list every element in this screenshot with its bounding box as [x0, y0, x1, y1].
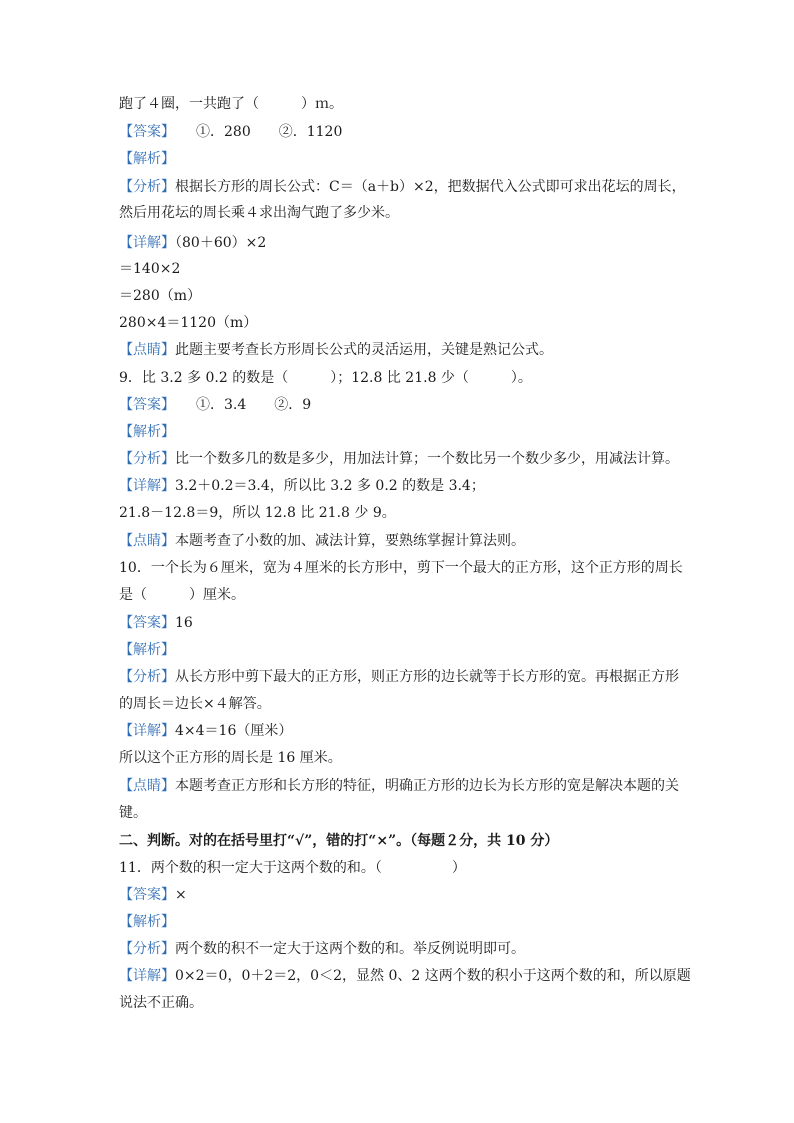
text-line [119, 476, 679, 496]
line-text: ①．3.4 ②．9 [168, 397, 312, 413]
text-line [119, 721, 679, 741]
text-line [119, 558, 683, 578]
text-line [119, 885, 679, 905]
text-line [119, 122, 679, 142]
section-tag: 【解析】 [119, 914, 175, 930]
text-line [119, 149, 679, 169]
line-text: 比一个数多几的数是多少，用加法计算；一个数比另一个数少多少，用减法计算。 [175, 451, 679, 467]
text-line [119, 395, 679, 415]
line-text: 16 [175, 615, 193, 631]
line-text: 10．一个长为６厘米，宽为４厘米的长方形中，剪下一个最大的正方形，这个正方形的周长 [119, 560, 683, 576]
section-tag: 【详解】 [119, 968, 175, 984]
line-text: 21.8－12.8＝9，所以 12.8 比 21.8 少 9。 [119, 505, 396, 521]
text-line [119, 939, 679, 959]
section-tag: 【解析】 [119, 424, 175, 440]
text-line [119, 259, 679, 279]
line-text: 二、判断。对的在括号里打“√”，错的打“×”。（每题２分，共 10 分） [119, 833, 559, 849]
line-text: 3.2＋0.2＝3.4，所以比 3.2 多 0.2 的数是 3.4； [175, 478, 485, 494]
line-text: 说法不正确。 [119, 995, 203, 1011]
line-text: 然后用花坛的周长乘４求出淘气跑了多少米。 [119, 205, 399, 221]
line-text: 的周长＝边长×４解答。 [119, 696, 271, 712]
line-text: 4×4＝16（厘米） [175, 723, 293, 739]
text-line [119, 368, 679, 388]
section-tag: 【答案】 [119, 887, 175, 903]
section-tag: 【分析】 [119, 179, 175, 195]
text-line [119, 449, 679, 469]
line-text: 此题主要考查长方形周长公式的灵活运用，关键是熟记公式。 [175, 342, 553, 358]
line-text: 9．比 3.2 多 0.2 的数是（ ）；12.8 比 21.8 少（ ）。 [119, 370, 532, 386]
line-text: 键。 [119, 805, 147, 821]
line-text: 两个数的积不一定大于这两个数的和。举反例说明即可。 [175, 941, 525, 957]
line-text: （80＋60）×2 [175, 235, 267, 251]
line-text: 根据长方形的周长公式：C＝（a＋b）×2，把数据代入公式即可求出花坛的周长， [175, 179, 686, 195]
text-line [119, 422, 679, 442]
text-line [119, 748, 679, 768]
line-text: ＝280（m） [119, 288, 201, 304]
line-text: ＝140×2 [119, 261, 181, 277]
section-tag: 【分析】 [119, 451, 175, 467]
line-text: × [175, 887, 187, 903]
section-tag: 【答案】 [119, 615, 175, 631]
line-text: 280×4＝1120（m） [119, 315, 258, 331]
line-text: 是（ ）厘米。 [119, 587, 245, 603]
text-line [119, 177, 686, 197]
section-tag: 【点睛】 [119, 342, 175, 358]
section-tag: 【详解】 [119, 235, 175, 251]
text-line [119, 585, 679, 605]
text-line [119, 640, 679, 660]
line-text: 11．两个数的积一定大于这两个数的和。（ ） [119, 860, 466, 876]
section-tag: 【分析】 [119, 941, 175, 957]
section-tag: 【分析】 [119, 669, 175, 685]
text-line [119, 667, 679, 687]
text-line [119, 966, 691, 986]
line-text: 本题考查正方形和长方形的特征，明确正方形的边长为长方形的宽是解决本题的关 [175, 778, 679, 794]
section-tag: 【答案】 [119, 397, 168, 413]
text-line [119, 831, 679, 851]
text-line [119, 776, 679, 796]
section-tag: 【答案】 [119, 124, 168, 140]
text-line [119, 858, 679, 878]
text-line [119, 531, 679, 551]
section-tag: 【详解】 [119, 723, 175, 739]
section-tag: 【点睛】 [119, 778, 175, 794]
section-tag: 【点睛】 [119, 533, 175, 549]
line-text: 跑了４圈，一共跑了（ ）ｍ。 [119, 96, 343, 112]
text-line [119, 694, 679, 714]
text-line [119, 233, 679, 253]
text-line [119, 613, 679, 633]
section-tag: 【详解】 [119, 478, 175, 494]
section-tag: 【解析】 [119, 151, 175, 167]
line-text: ①．280 ②．1120 [168, 124, 343, 140]
text-line [119, 503, 679, 523]
text-line [119, 993, 679, 1013]
text-line [119, 803, 679, 823]
text-line [119, 94, 679, 114]
line-text: 0×2＝0，0＋2＝2，0＜2，显然 0、2 这两个数的积小于这两个数的和，所以原题 [175, 968, 691, 984]
section-tag: 【解析】 [119, 642, 175, 658]
line-text: 从长方形中剪下最大的正方形，则正方形的边长就等于长方形的宽。再根据正方形 [175, 669, 679, 685]
text-line [119, 340, 679, 360]
text-line [119, 286, 679, 306]
text-line [119, 203, 679, 223]
text-line [119, 912, 679, 932]
line-text: 本题考查了小数的加、减法计算，要熟练掌握计算法则。 [175, 533, 525, 549]
line-text: 所以这个正方形的周长是 16 厘米。 [119, 750, 342, 766]
text-line [119, 313, 679, 333]
